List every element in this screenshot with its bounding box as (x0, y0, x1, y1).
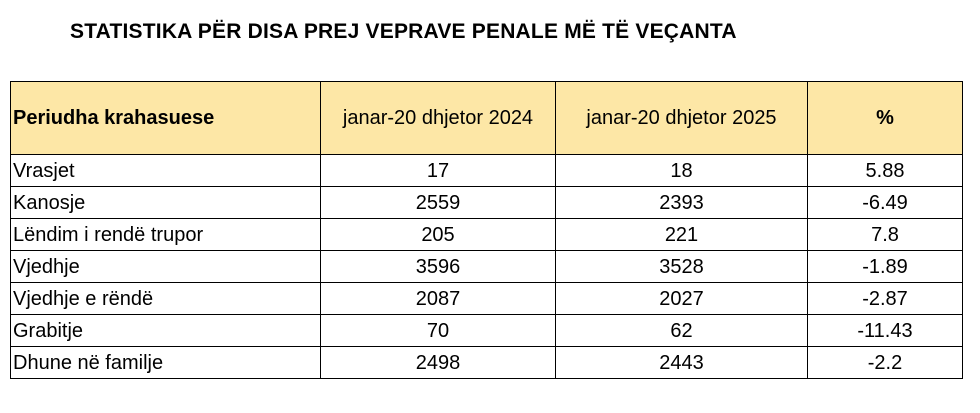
value-2024: 3596 (321, 251, 556, 283)
row-label: Vrasjet (11, 155, 321, 187)
value-percent: -11.43 (808, 315, 963, 347)
row-label: Vjedhje e rëndë (11, 283, 321, 315)
value-percent: -6.49 (808, 187, 963, 219)
table-row (11, 347, 963, 379)
value-percent: -2.87 (808, 283, 963, 315)
row-label: Dhune në familje (11, 347, 321, 379)
table-row (11, 187, 963, 219)
value-2025: 221 (556, 219, 808, 251)
header-percent-change: % (808, 82, 963, 155)
value-percent: -2.2 (808, 347, 963, 379)
row-label: Lëndim i rendë trupor (11, 219, 321, 251)
value-2025: 62 (556, 315, 808, 347)
header-comparison-period: Periudha krahasuese (11, 82, 321, 155)
header-period-2024: janar-20 dhjetor 2024 (321, 82, 556, 155)
value-percent: -1.89 (808, 251, 963, 283)
value-2025: 18 (556, 155, 808, 187)
table-row (11, 219, 963, 251)
value-2025: 2027 (556, 283, 808, 315)
value-2024: 17 (321, 155, 556, 187)
value-percent: 5.88 (808, 155, 963, 187)
value-2024: 70 (321, 315, 556, 347)
table-row (11, 251, 963, 283)
value-2024: 2498 (321, 347, 556, 379)
page-title: STATISTIKA PËR DISA PREJ VEPRAVE PENALE MË TË VEÇANTA (70, 20, 737, 43)
value-2024: 205 (321, 219, 556, 251)
value-2024: 2087 (321, 283, 556, 315)
table-row (11, 283, 963, 315)
table-row (11, 155, 963, 187)
table-row (11, 315, 963, 347)
value-2025: 2443 (556, 347, 808, 379)
table-header-row (11, 82, 963, 155)
row-label: Vjedhje (11, 251, 321, 283)
header-period-2025: janar-20 dhjetor 2025 (556, 82, 808, 155)
value-2025: 2393 (556, 187, 808, 219)
row-label: Grabitje (11, 315, 321, 347)
value-2024: 2559 (321, 187, 556, 219)
crime-statistics-table (10, 81, 963, 379)
value-percent: 7.8 (808, 219, 963, 251)
value-2025: 3528 (556, 251, 808, 283)
row-label: Kanosje (11, 187, 321, 219)
